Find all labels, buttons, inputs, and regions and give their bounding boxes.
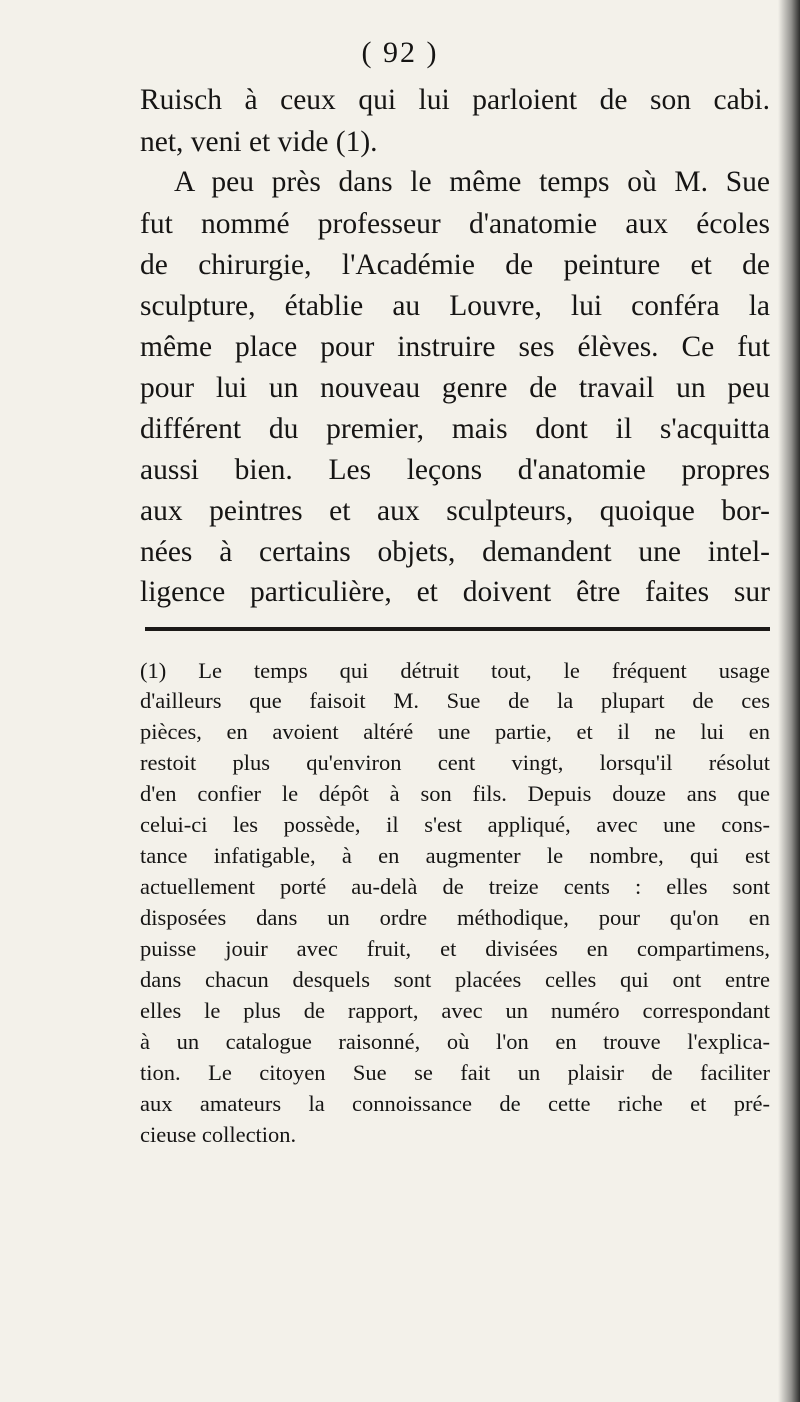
footnote-line: puisse jouir avec fruit, et divisées en compartimens, xyxy=(140,936,770,961)
footnote-line: d'en confier le dépôt à son fils. Depuis douze ans que xyxy=(140,781,770,806)
footnote-line: (1) Le temps qui détruit tout, le fréquent usage xyxy=(140,658,770,683)
main-text-line: Ruisch à ceux qui lui parloient de son cabi. xyxy=(140,84,770,116)
footnote-line: disposées dans un ordre méthodique, pour qu'on en xyxy=(140,905,770,930)
footnote-line: d'ailleurs que faisoit M. Sue de la plupart de ces xyxy=(140,688,770,713)
main-text-line: même place pour instruire ses élèves. Ce fut xyxy=(140,331,770,363)
scan-edge-shadow xyxy=(778,0,800,1402)
footnote-line: celui-ci les possède, il s'est appliqué, avec une cons- xyxy=(140,812,770,837)
main-text-line: nées à certains objets, demandent une intel- xyxy=(140,536,770,568)
page-number: ( 92 ) xyxy=(361,36,439,69)
footnote-separator-rule xyxy=(145,627,770,631)
main-text-line: pour lui un nouveau genre de travail un peu xyxy=(140,372,770,404)
footnote-line: elles le plus de rapport, avec un numéro correspondant xyxy=(140,998,770,1023)
footnote-line: tion. Le citoyen Sue se fait un plaisir de faciliter xyxy=(140,1060,770,1085)
main-text-line: aux peintres et aux sculpteurs, quoique bor- xyxy=(140,495,770,527)
main-text-line: ligence particulière, et doivent être faites sur xyxy=(140,576,770,608)
main-text-line: aussi bien. Les leçons d'anatomie propres xyxy=(140,454,770,486)
footnote-line: aux amateurs la connoissance de cette riche et pré- xyxy=(140,1091,770,1116)
main-text-line: de chirurgie, l'Académie de peinture et de xyxy=(140,249,770,281)
main-text-line: différent du premier, mais dont il s'acquitta xyxy=(140,413,770,445)
main-text-line: fut nommé professeur d'anatomie aux écoles xyxy=(140,208,770,240)
footnote-line: dans chacun desquels sont placées celles qui ont entre xyxy=(140,967,770,992)
main-text-line: sculpture, établie au Louvre, lui conféra la xyxy=(140,290,770,322)
footnote-line: actuellement porté au-delà de treize cents : elles sont xyxy=(140,874,770,899)
footnote-line: pièces, en avoient altéré une partie, et il ne lui en xyxy=(140,719,770,744)
main-text-line: A peu près dans le même temps où M. Sue xyxy=(174,166,770,198)
footnote-line: restoit plus qu'environ cent vingt, lorsqu'il résolut xyxy=(140,750,770,775)
main-text-line: net, veni et vide (1). xyxy=(140,126,378,158)
footnote-line: cieuse collection. xyxy=(140,1122,297,1147)
footnote-line: à un catalogue raisonné, où l'on en trouve l'explica- xyxy=(140,1029,770,1054)
footnote-line: tance infatigable, à en augmenter le nombre, qui est xyxy=(140,843,770,868)
